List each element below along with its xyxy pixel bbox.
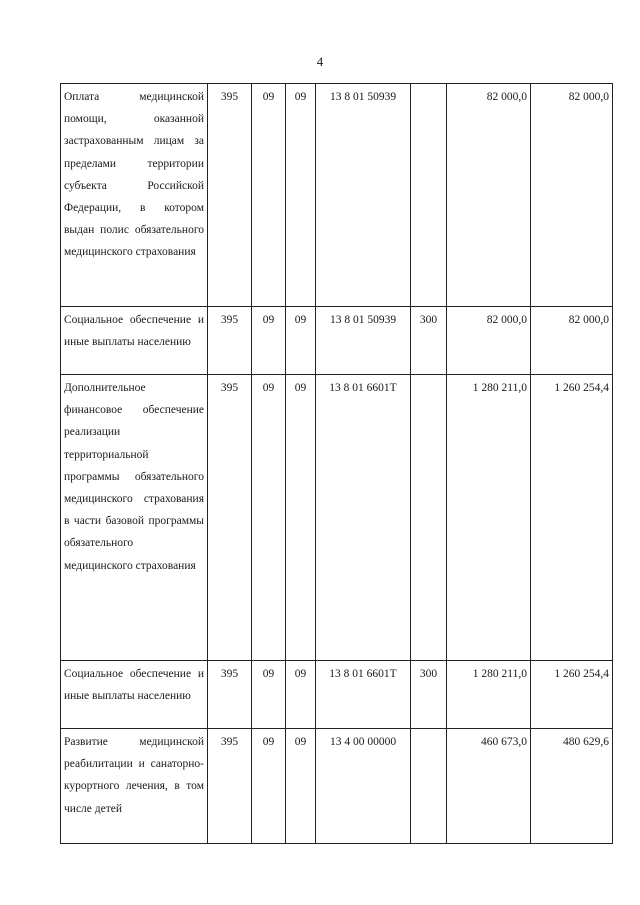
ministry-code-cell: 395: [208, 375, 252, 661]
row-name-cell: Развитие медицинской реабилитации и санаторно-курортного лечения, в том числе детей: [61, 729, 208, 844]
expense-type-cell: [411, 729, 447, 844]
section-cell: 09: [252, 307, 286, 375]
table-row: [61, 307, 613, 375]
table-row: [61, 729, 613, 844]
table-row: [61, 661, 613, 729]
amount-1-cell: 1 280 211,0: [447, 375, 531, 661]
amount-2-cell: 82 000,0: [531, 84, 613, 307]
target-article-cell: 13 8 01 6601Т: [316, 661, 411, 729]
section-cell: 09: [252, 661, 286, 729]
expense-type-cell: 300: [411, 307, 447, 375]
subsection-cell: 09: [286, 307, 316, 375]
row-name-cell: Социальное обеспечение и иные выплаты населению: [61, 661, 208, 729]
target-article-cell: 13 4 00 00000: [316, 729, 411, 844]
amount-2-cell: 480 629,6: [531, 729, 613, 844]
section-cell: 09: [252, 729, 286, 844]
row-name-cell: Дополнительное финансовое обеспечение реализации территориальной программы обязательного медицинского страхования в части базовой программы обязательного медицинского страхования: [61, 375, 208, 661]
expense-type-cell: [411, 375, 447, 661]
amount-2-cell: 82 000,0: [531, 307, 613, 375]
page-number: 4: [316, 54, 324, 69]
amount-1-cell: 460 673,0: [447, 729, 531, 844]
table-row: [61, 375, 613, 661]
ministry-code-cell: 395: [208, 84, 252, 307]
section-cell: 09: [252, 84, 286, 307]
amount-2-cell: 1 260 254,4: [531, 661, 613, 729]
subsection-cell: 09: [286, 661, 316, 729]
subsection-cell: 09: [286, 729, 316, 844]
row-name-cell: Оплата медицинской помощи, оказанной застрахованным лицам за пределами территории субъекта Российской Федерации, в котором выдан полис обязательного медицинского страхования: [61, 84, 208, 307]
expense-type-cell: 300: [411, 661, 447, 729]
ministry-code-cell: 395: [208, 661, 252, 729]
budget-table: [60, 83, 613, 844]
expense-type-cell: [411, 84, 447, 307]
ministry-code-cell: 395: [208, 729, 252, 844]
amount-1-cell: 82 000,0: [447, 84, 531, 307]
subsection-cell: 09: [286, 375, 316, 661]
target-article-cell: 13 8 01 6601Т: [316, 375, 411, 661]
ministry-code-cell: 395: [208, 307, 252, 375]
target-article-cell: 13 8 01 50939: [316, 84, 411, 307]
table-row: [61, 84, 613, 307]
target-article-cell: 13 8 01 50939: [316, 307, 411, 375]
amount-2-cell: 1 260 254,4: [531, 375, 613, 661]
section-cell: 09: [252, 375, 286, 661]
amount-1-cell: 82 000,0: [447, 307, 531, 375]
subsection-cell: 09: [286, 84, 316, 307]
row-name-cell: Социальное обеспечение и иные выплаты населению: [61, 307, 208, 375]
amount-1-cell: 1 280 211,0: [447, 661, 531, 729]
